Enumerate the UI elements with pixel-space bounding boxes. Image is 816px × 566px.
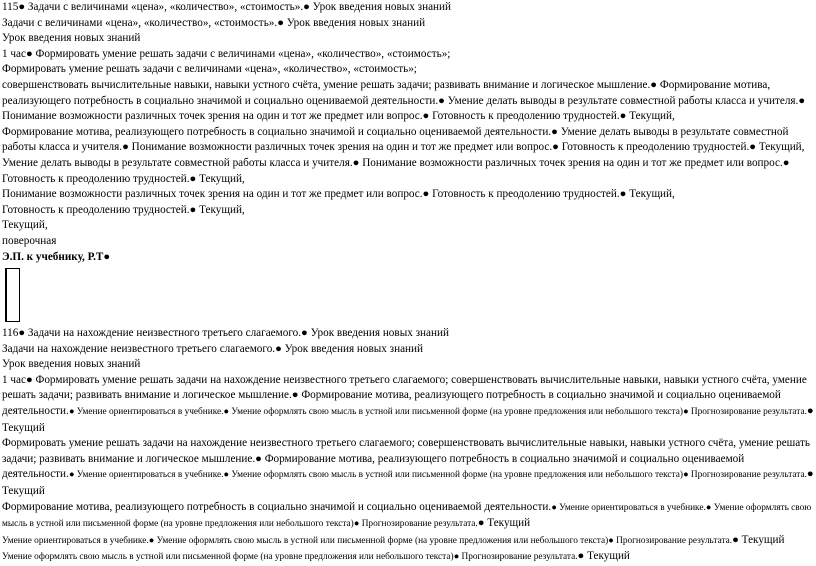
expression-control: ● Текущий (577, 550, 630, 563)
lesson-115-control: Текущий, (2, 219, 48, 232)
lesson-115-control-type: поверочная (2, 234, 57, 247)
goal-text: 1 час● Формировать умение решать задачи на нахождение неизвестного третьего слагаемого; совершенствовать вычислительные навыки, навыки устного счёта, умение решать задачи; развивать внимание и логическое мышление.● Формирование мотива, реализующего потребность в социально значимой и социально оцениваемой деятельности. (2, 373, 807, 418)
motivation-text: Формирование мотива, реализующего потребность в социально значимой и социально оцениваемой деятельности. (2, 500, 552, 513)
lesson-115-topic: Задачи с величинами «цена», «количество», «стоимость».● Урок введения новых знаний (2, 16, 426, 29)
motivation-small-text: ● Умение ориентироваться в учебнике.● Умение оформлять свою мысль в устной или письменной форме (на уровне предложения или небольшого текста)● Прогнозирование результата. (2, 502, 812, 530)
lesson-115-skills: совершенствовать вычислительные навыки, навыки устного счёта, умение решать задачи; развивать внимание и логическое мышление.● Формирование мотива, реализующего потребность в социально значимой и социально оцениваемой деятельности.● Умение делать выводы в результате совместной работы класса и учителя.● Понимание возможности различных точек зрения на один и тот же предмет или вопрос.● Готовность к преодолению трудностей.● Текущий, (2, 78, 806, 123)
lesson-116-type: Урок введения новых знаний (2, 358, 141, 371)
motivation-control: ● Текущий (477, 517, 531, 530)
goal-text: Формировать умение решать задачи на нахождение неизвестного третьего слагаемого; совершенствовать вычислительные навыки, навыки устного счёта, умение решать задачи; развивать внимание и логическое мышление.● Формирование мотива, реализующего потребность в социально значимой и социально оцениваемой деятельности. (2, 437, 810, 481)
lesson-116-hours-goal (2, 373, 814, 436)
goal-control: ● Текущий (2, 468, 814, 498)
orientation-small-text: Умение ориентироваться в учебнике.● Умение оформлять свою мысль в устной или письменной форме (на уровне предложения или небольшого текста)● Прогнозирование результата. (2, 535, 733, 546)
lesson-116-orientation (2, 533, 814, 550)
lesson-115-viewpoints: Понимание возможности различных точек зрения на один и тот же предмет или вопрос.● Готовность к преодолению трудностей.● Текущий, (2, 188, 675, 201)
lesson-115-conclusions: Умение делать выводы в результате совместной работы класса и учителя.● Понимание возможности различных точек зрения на один и тот же предмет или вопрос.● Готовность к преодолению трудностей.● Текущий, (2, 156, 790, 185)
lesson-115-goal: Формировать умение решать задачи с величинами «цена», «количество», «стоимость»; (2, 63, 417, 76)
lesson-116-title: 116● Задачи на нахождение неизвестного третьего слагаемого.● Урок введения новых знаний (2, 327, 449, 340)
lesson-115-title: 115● Задачи с величинами «цена», «количество», «стоимость».● Урок введения новых знаний (2, 1, 452, 13)
goal-small-text: ● Умение ориентироваться в учебнике.● Умение оформлять свою мысль в устной или письменной форме (на уровне предложения или небольшого текста)● Прогнозирование результата. (68, 470, 807, 481)
goal-small-text: ● Умение ориентироваться в учебнике.● Умение оформлять свою мысль в устной или письменной форме (на уровне предложения или небольшого текста)● Прогнозирование результата. (68, 407, 807, 418)
lesson-116-goal (2, 436, 814, 499)
expression-small-text: Умение оформлять свою мысль в устной или письменной форме (на уровне предложения или небольшого текста)● Прогнозирование результата. (2, 552, 578, 563)
lesson-115-materials: Э.П. к учебнику, Р.Т● (2, 250, 111, 263)
lesson-116-motivation (2, 500, 814, 533)
empty-cell-frame (5, 268, 20, 322)
lesson-116-expression (2, 549, 814, 566)
lesson-115-hours-goal: 1 час● Формировать умение решать задачи с величинами «цена», «количество», «стоимость»; (2, 47, 451, 60)
orientation-control: ● Текущий (732, 533, 785, 546)
lesson-115-type: Урок введения новых знаний (2, 32, 141, 45)
lesson-115-readiness: Готовность к преодолению трудностей.● Текущий, (2, 203, 245, 216)
goal-control: ● Текущий (2, 405, 814, 434)
lesson-116-topic: Задачи на нахождение неизвестного третьего слагаемого.● Урок введения новых знаний (2, 342, 424, 355)
lesson-115-motivation: Формирование мотива, реализующего потребность в социально значимой и социально оцениваемой деятельности.● Умение делать выводы в результате совместной работы класса и учителя.● Понимание возможности различных точек зрения на один и тот же предмет или вопрос.● Готовность к преодолению трудностей.● Текущий, (2, 125, 805, 154)
